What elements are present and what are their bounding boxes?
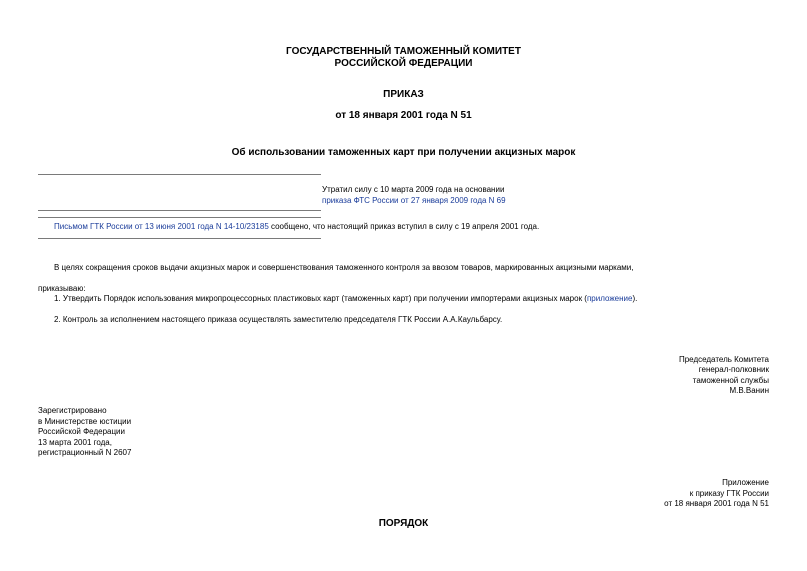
divider-2 <box>38 210 321 211</box>
appendix-line3: от 18 января 2001 года N 51 <box>664 499 769 508</box>
status-note-link[interactable]: приказа ФТС России от 27 января 2009 года N 69 <box>322 196 506 205</box>
registration-line1: Зарегистрировано <box>38 406 107 415</box>
divider-4 <box>38 238 321 239</box>
amendment-note <box>54 222 539 231</box>
registration-line3: Российской Федерации <box>38 427 125 436</box>
appendix-title: ПОРЯДОК <box>378 518 429 529</box>
status-note-text: Утратил силу с 10 марта 2009 года на основании <box>322 185 505 194</box>
divider-top <box>38 174 321 175</box>
appendix-line1: Приложение <box>722 478 769 487</box>
order-item-1 <box>54 294 637 303</box>
intro-paragraph: В целях сокращения сроков выдачи акцизных марок и совершенствования таможенного контроля за ввозом товаров, маркированных акцизными марками, <box>54 263 634 272</box>
registration-line2: в Министерстве юстиции <box>38 417 132 426</box>
appendix-link[interactable]: приложение <box>586 294 633 303</box>
order-item-2: 2. Контроль за исполнением настоящего приказа осуществлять заместителю председателя ГТК России А.А.Каульбарсу. <box>54 315 503 324</box>
appendix-line2: к приказу ГТК России <box>689 489 769 498</box>
registration-line4: 13 марта 2001 года, <box>38 438 112 447</box>
document-title: Об использовании таможенных карт при получении акцизных марок <box>231 147 576 158</box>
signature-line3: таможенной службы <box>692 376 769 385</box>
order-item-1-text: 1. Утвердить Порядок использования микропроцессорных пластиковых карт (таможенных карт) при получении импортерами акцизных марок ( <box>54 294 587 303</box>
registration-line5: регистрационный N 2607 <box>38 448 132 457</box>
order-item-1-end: ). <box>632 294 638 303</box>
divider-3 <box>38 217 321 218</box>
amendment-letter-link[interactable]: Письмом ГТК России от 13 июня 2001 года N 14-10/23185 <box>54 222 269 231</box>
signature-line1: Председатель Комитета <box>678 355 769 364</box>
org-name-line2: РОССИЙСКОЙ ФЕДЕРАЦИИ <box>334 58 473 69</box>
amendment-note-text: сообщено, что настоящий приказ вступил в силу с 19 апреля 2001 года. <box>268 222 540 231</box>
signature-line2: генерал-полковник <box>698 365 769 374</box>
document-date: от 18 января 2001 года N 51 <box>335 110 472 121</box>
document-type: ПРИКАЗ <box>383 89 424 100</box>
org-name-line1: ГОСУДАРСТВЕННЫЙ ТАМОЖЕННЫЙ КОМИТЕТ <box>286 46 521 57</box>
order-word: приказываю: <box>38 284 86 293</box>
signature-name: М.В.Ванин <box>729 386 769 395</box>
